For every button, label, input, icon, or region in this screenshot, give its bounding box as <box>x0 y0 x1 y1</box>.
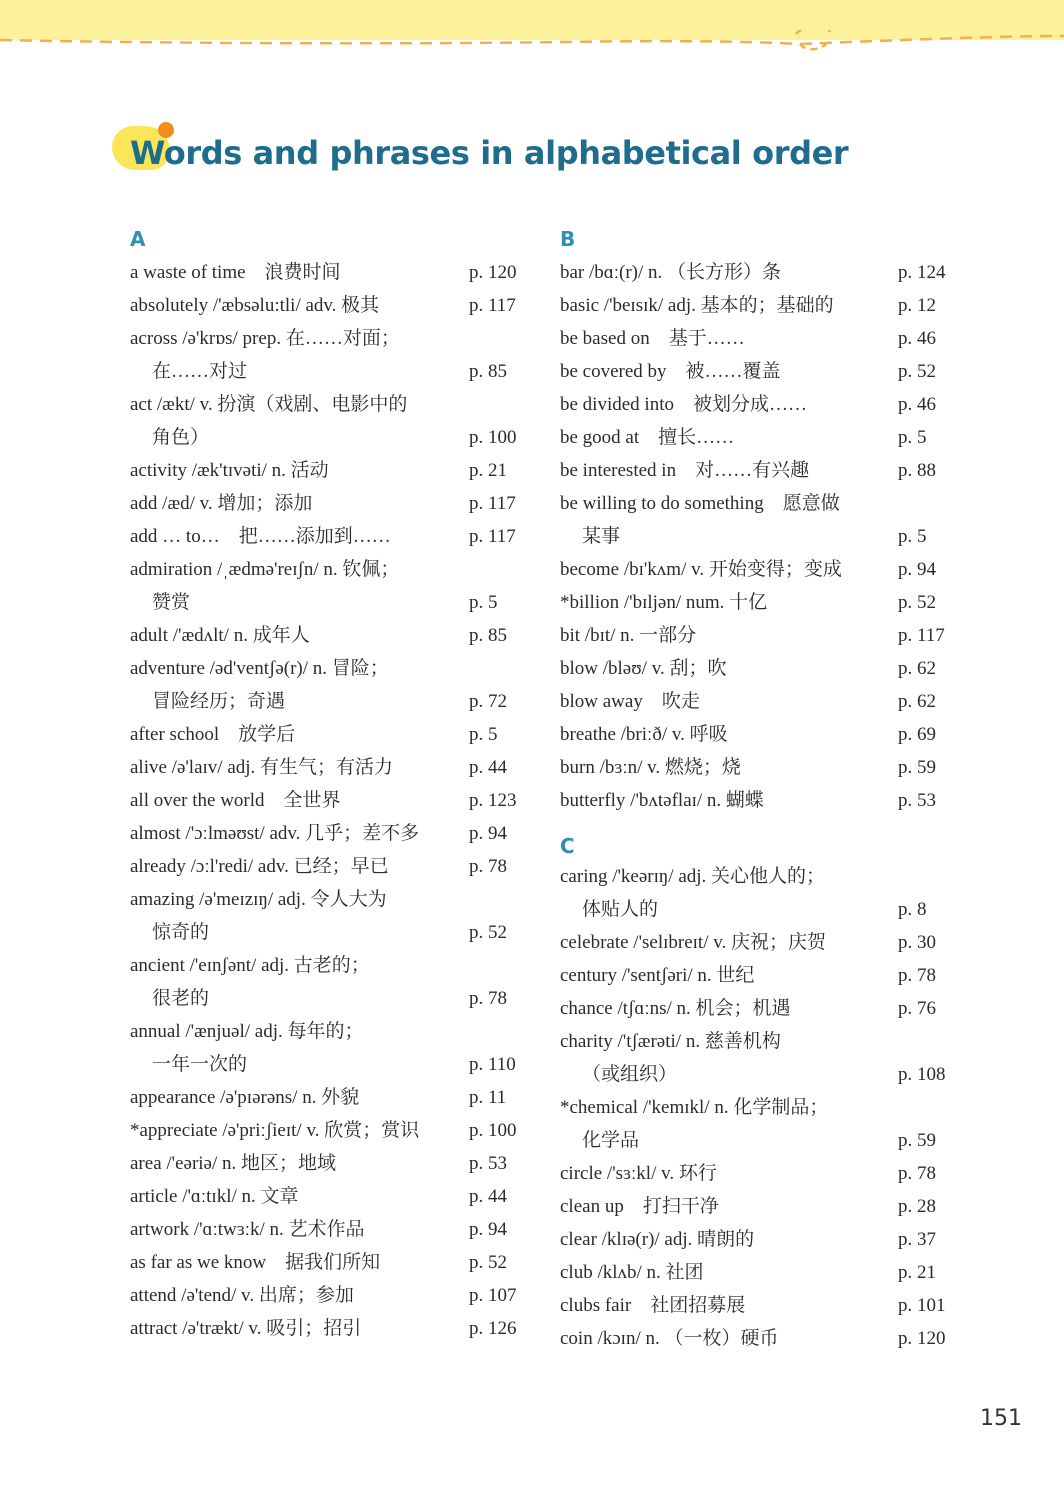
entry-text: add /æd/ v. 增加；添加 <box>130 493 313 514</box>
glossary-entry <box>130 784 522 817</box>
glossary-entry <box>560 1289 952 1322</box>
glossary-entry <box>560 1322 952 1355</box>
right-column <box>560 222 952 1355</box>
entry-page-ref: p. 101 <box>898 1295 946 1316</box>
entry-text: be good at 擅长…… <box>560 427 735 448</box>
entry-page-ref: p. 21 <box>469 460 507 481</box>
entry-text: article /'ɑːtɪkl/ n. 文章 <box>130 1186 299 1207</box>
entry-continuation-row <box>560 1058 952 1091</box>
entry-text: appearance /ə'pɪərəns/ n. 外貌 <box>130 1087 360 1108</box>
glossary-entry <box>130 322 522 355</box>
entry-text: 一年一次的 <box>152 1054 248 1075</box>
glossary-entry <box>560 652 952 685</box>
entry-page-ref: p. 107 <box>469 1285 517 1306</box>
entry-page-ref: p. 53 <box>898 790 936 811</box>
entry-page-ref: p. 72 <box>469 691 507 712</box>
entry-page-ref: p. 62 <box>898 691 936 712</box>
glossary-entry <box>560 1025 952 1058</box>
entry-page-ref: p. 5 <box>898 526 927 547</box>
entry-page-ref: p. 52 <box>469 1252 507 1273</box>
entry-text: amazing /ə'meɪzɪŋ/ adj. 令人大为 <box>130 889 387 910</box>
entry-text: all over the world 全世界 <box>130 790 341 811</box>
glossary-entry <box>560 1223 952 1256</box>
entry-text: annual /'ænjuəl/ adj. 每年的； <box>130 1021 364 1042</box>
glossary-entry <box>130 1312 522 1345</box>
entry-text: charity /'tʃærəti/ n. 慈善机构 <box>560 1031 781 1052</box>
entry-page-ref: p. 52 <box>469 922 507 943</box>
entry-page-ref: p. 5 <box>898 427 927 448</box>
glossary-entry <box>560 1157 952 1190</box>
entry-page-ref: p. 120 <box>469 262 517 283</box>
entry-text: 某事 <box>582 526 621 547</box>
glossary-entry <box>130 1015 522 1048</box>
entry-page-ref: p. 5 <box>469 592 498 613</box>
entry-continuation-row <box>130 916 522 949</box>
glossary-entry <box>130 388 522 421</box>
entry-page-ref: p. 85 <box>469 625 507 646</box>
entry-page-ref: p. 52 <box>898 361 936 382</box>
entry-page-ref: p. 124 <box>898 262 946 283</box>
glossary-entry <box>130 718 522 751</box>
entry-page-ref: p. 94 <box>898 559 936 580</box>
entry-page-ref: p. 11 <box>469 1087 507 1108</box>
glossary-entry <box>560 487 952 520</box>
entry-text: be based on 基于…… <box>560 328 745 349</box>
entry-text: 惊奇的 <box>152 922 210 943</box>
entry-text: celebrate /'selɪbreɪt/ v. 庆祝；庆贺 <box>560 932 827 953</box>
entry-text: chance /tʃɑːns/ n. 机会；机遇 <box>560 998 791 1019</box>
glossary-entry <box>130 553 522 586</box>
entry-page-ref: p. 52 <box>898 592 936 613</box>
entry-text: 赞赏 <box>152 592 191 613</box>
entry-page-ref: p. 21 <box>898 1262 936 1283</box>
entry-text: butterfly /'bʌtəflaɪ/ n. 蝴蝶 <box>560 790 764 811</box>
entry-text: *chemical /'kemɪkl/ n. 化学制品； <box>560 1097 829 1118</box>
entry-page-ref: p. 30 <box>898 932 936 953</box>
glossary-entry <box>130 817 522 850</box>
glossary-entry <box>560 553 952 586</box>
glossary-entry <box>560 784 952 817</box>
glossary-entry <box>130 619 522 652</box>
entry-text: admiration /ˌædmə'reɪʃn/ n. 钦佩； <box>130 559 400 580</box>
glossary-entry <box>130 520 522 553</box>
glossary-entry <box>560 959 952 992</box>
glossary-entry <box>130 454 522 487</box>
glossary-entry <box>130 1213 522 1246</box>
glossary-entry <box>130 1246 522 1279</box>
entry-text: be interested in 对……有兴趣 <box>560 460 810 481</box>
glossary-entry <box>130 850 522 883</box>
glossary-entry <box>560 421 952 454</box>
entry-text: almost /'ɔːlməʊst/ adv. 几乎；差不多 <box>130 823 420 844</box>
glossary-entry <box>130 1114 522 1147</box>
glossary-entry <box>130 1081 522 1114</box>
entry-page-ref: p. 53 <box>469 1153 507 1174</box>
glossary-entry <box>130 949 522 982</box>
entry-text: act /ækt/ v. 扮演（戏剧、电影中的 <box>130 394 408 415</box>
glossary-entry <box>560 1256 952 1289</box>
glossary-entry <box>560 586 952 619</box>
entry-page-ref: p. 117 <box>898 625 945 646</box>
entry-text: 在……对过 <box>152 361 248 382</box>
glossary-entry <box>130 487 522 520</box>
entry-page-ref: p. 117 <box>469 295 516 316</box>
entry-text: blow away 吹走 <box>560 691 700 712</box>
entry-continuation-row <box>130 982 522 1015</box>
entry-text: activity /æk'tɪvəti/ n. 活动 <box>130 460 329 481</box>
entry-text: circle /'sɜːkl/ v. 环行 <box>560 1163 717 1184</box>
entry-text: 体贴人的 <box>582 899 659 920</box>
entry-page-ref: p. 100 <box>469 427 517 448</box>
entry-page-ref: p. 78 <box>898 1163 936 1184</box>
entry-page-ref: p. 8 <box>898 899 927 920</box>
section-letter: C <box>560 834 575 858</box>
glossary-entry <box>560 685 952 718</box>
entry-page-ref: p. 12 <box>898 295 936 316</box>
entry-text: become /bɪ'kʌm/ v. 开始变得；变成 <box>560 559 842 580</box>
entry-page-ref: p. 62 <box>898 658 936 679</box>
entry-text: clear /klɪə(r)/ adj. 晴朗的 <box>560 1229 755 1250</box>
entry-text: already /ɔːl'redi/ adv. 已经；早已 <box>130 856 389 877</box>
entry-text: 冒险经历；奇遇 <box>152 691 286 712</box>
page-title: Words and phrases in alphabetical order <box>130 134 849 172</box>
glossary-entry <box>560 860 952 893</box>
entry-text: （或组织） <box>582 1064 678 1085</box>
entry-text: coin /kɔɪn/ n. （一枚）硬币 <box>560 1328 779 1349</box>
entry-page-ref: p. 85 <box>469 361 507 382</box>
glossary-entry <box>560 289 952 322</box>
entry-text: be willing to do something 愿意做 <box>560 493 840 514</box>
glossary-entry <box>560 619 952 652</box>
entry-text: area /'eəriə/ n. 地区；地域 <box>130 1153 337 1174</box>
entry-page-ref: p. 108 <box>898 1064 946 1085</box>
entry-page-ref: p. 78 <box>469 988 507 1009</box>
entry-page-ref: p. 59 <box>898 757 936 778</box>
entry-continuation-row <box>560 893 952 926</box>
entry-text: a waste of time 浪费时间 <box>130 262 341 283</box>
glossary-entry <box>130 751 522 784</box>
section-letter: B <box>560 227 576 251</box>
glossary-entry <box>130 256 522 289</box>
glossary-entry <box>130 1147 522 1180</box>
entry-text: be divided into 被划分成…… <box>560 394 807 415</box>
glossary-entry <box>560 992 952 1025</box>
page-number: 151 <box>980 1406 1022 1431</box>
entry-text: clean up 打扫干净 <box>560 1196 719 1217</box>
left-column <box>130 222 522 1345</box>
dashed-border-decoration <box>0 30 1064 54</box>
entry-continuation-row <box>130 355 522 388</box>
entry-text: artwork /'ɑːtwɜːk/ n. 艺术作品 <box>130 1219 365 1240</box>
entry-text: clubs fair 社团招募展 <box>560 1295 746 1316</box>
entry-page-ref: p. 94 <box>469 1219 507 1240</box>
entry-text: after school 放学后 <box>130 724 296 745</box>
entry-page-ref: p. 37 <box>898 1229 936 1250</box>
glossary-entry <box>130 883 522 916</box>
entry-continuation-row <box>130 685 522 718</box>
entry-text: attract /ə'trækt/ v. 吸引；招引 <box>130 1318 362 1339</box>
entry-text: across /ə'krɒs/ prep. 在……对面； <box>130 328 400 349</box>
entry-page-ref: p. 44 <box>469 757 507 778</box>
section-letter: A <box>130 227 146 251</box>
entry-page-ref: p. 117 <box>469 526 516 547</box>
title-block <box>110 120 870 190</box>
entry-page-ref: p. 100 <box>469 1120 517 1141</box>
glossary-entry <box>560 322 952 355</box>
entry-text: burn /bɜːn/ v. 燃烧；烧 <box>560 757 741 778</box>
entry-continuation-row <box>560 1124 952 1157</box>
entry-continuation-row <box>130 586 522 619</box>
glossary-entry <box>130 289 522 322</box>
entry-page-ref: p. 46 <box>898 394 936 415</box>
entry-text: attend /ə'tend/ v. 出席；参加 <box>130 1285 354 1306</box>
glossary-entry <box>560 454 952 487</box>
entry-page-ref: p. 78 <box>469 856 507 877</box>
entry-page-ref: p. 59 <box>898 1130 936 1151</box>
glossary-entry <box>130 652 522 685</box>
entry-text: century /'sentʃəri/ n. 世纪 <box>560 965 755 986</box>
entry-text: club /klʌb/ n. 社团 <box>560 1262 704 1283</box>
entry-page-ref: p. 94 <box>469 823 507 844</box>
entry-continuation-row <box>560 520 952 553</box>
entry-text: add … to… 把……添加到…… <box>130 526 391 547</box>
entry-text: basic /'beɪsɪk/ adj. 基本的；基础的 <box>560 295 834 316</box>
entry-text: be covered by 被……覆盖 <box>560 361 781 382</box>
entry-page-ref: p. 126 <box>469 1318 517 1339</box>
entry-page-ref: p. 78 <box>898 965 936 986</box>
glossary-entry <box>560 926 952 959</box>
entry-text: bit /bɪt/ n. 一部分 <box>560 625 697 646</box>
entry-text: 化学品 <box>582 1130 640 1151</box>
entry-page-ref: p. 88 <box>898 460 936 481</box>
entry-text: absolutely /'æbsəlu:tli/ adv. 极其 <box>130 295 380 316</box>
entry-text: bar /bɑː(r)/ n. （长方形）条 <box>560 262 782 283</box>
glossary-entry <box>560 1091 952 1124</box>
entry-continuation-row <box>130 1048 522 1081</box>
glossary-entry <box>130 1279 522 1312</box>
entry-page-ref: p. 76 <box>898 998 936 1019</box>
glossary-entry <box>560 751 952 784</box>
entry-page-ref: p. 44 <box>469 1186 507 1207</box>
glossary-entry <box>560 1190 952 1223</box>
entry-page-ref: p. 110 <box>469 1054 516 1075</box>
entry-continuation-row <box>130 421 522 454</box>
glossary-entry <box>560 355 952 388</box>
entry-text: as far as we know 据我们所知 <box>130 1252 381 1273</box>
glossary-entry <box>560 256 952 289</box>
glossary-entry <box>560 388 952 421</box>
entry-page-ref: p. 123 <box>469 790 517 811</box>
entry-text: 角色） <box>152 427 210 448</box>
entry-text: adult /'ædʌlt/ n. 成年人 <box>130 625 310 646</box>
entry-page-ref: p. 120 <box>898 1328 946 1349</box>
entry-page-ref: p. 46 <box>898 328 936 349</box>
entry-text: alive /ə'laɪv/ adj. 有生气；有活力 <box>130 757 394 778</box>
entry-page-ref: p. 117 <box>469 493 516 514</box>
glossary-entry <box>130 1180 522 1213</box>
entry-text: blow /bləʊ/ v. 刮；吹 <box>560 658 727 679</box>
entry-text: ancient /'eɪnʃənt/ adj. 古老的； <box>130 955 370 976</box>
entry-text: 很老的 <box>152 988 210 1009</box>
entry-text: adventure /əd'ventʃə(r)/ n. 冒险； <box>130 658 389 679</box>
entry-text: *appreciate /ə'priːʃieɪt/ v. 欣赏；赏识 <box>130 1120 420 1141</box>
glossary-entry <box>560 718 952 751</box>
entry-text: caring /'keərɪŋ/ adj. 关心他人的； <box>560 866 826 887</box>
entry-page-ref: p. 69 <box>898 724 936 745</box>
entry-page-ref: p. 5 <box>469 724 498 745</box>
entry-text: breathe /briːð/ v. 呼吸 <box>560 724 728 745</box>
entry-text: *billion /'bɪljən/ num. 十亿 <box>560 592 768 613</box>
entry-page-ref: p. 28 <box>898 1196 936 1217</box>
